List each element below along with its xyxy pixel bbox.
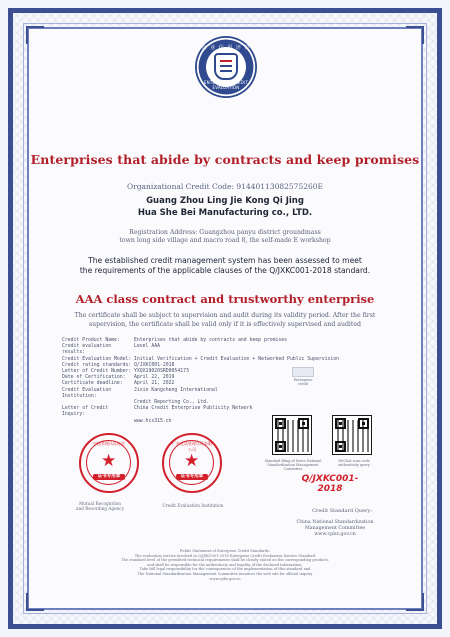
detail-key: Letter of Credit Inquiry:: [62, 406, 109, 418]
qr-code-icon[interactable]: [272, 415, 312, 455]
statement-line: the requirements of the applicable clauses of the Q/JXKC001-2018 standard.: [79, 266, 371, 275]
footer-line: The National Standardization Management Committee monitors the web site for official inquiry: [137, 571, 313, 576]
corner-ornament: [406, 26, 424, 44]
detail-key: Certificate deadline:: [62, 381, 123, 387]
qr-caption-line: authenticity query: [338, 463, 370, 467]
committee-line: China National Standardization: [296, 520, 374, 525]
standard-code: [280, 474, 380, 494]
footer-line: Public Statement of Enterprise Credit Standards:: [179, 549, 271, 553]
standard-code-line: 2018: [317, 484, 343, 494]
detail-value: Initial Verification + Credit Evaluation + Networked Public Supervision: [134, 356, 340, 362]
grade-heading: AAA class contract and trustworthy enterprise: [75, 292, 375, 306]
detail-key: Letter of Credit Number:: [62, 369, 132, 375]
address-line: Registration Address: Guangzhou panyu district groundmass: [129, 229, 321, 236]
committee-info: [270, 520, 400, 538]
certificate-title: Enterprises that abide by contracts and keep promises: [30, 152, 420, 167]
supervision-line: The certificate shall be subject to supervision and audit during its validity period. After the first: [74, 312, 376, 319]
badge-icon: [292, 367, 314, 377]
footer-line: The standard level of the permitted technical requirements shall be clearly stated on the corresponding products: [121, 558, 329, 563]
detail-key: Credit evaluation results:: [62, 344, 112, 356]
detail-value: Q/JXKC001-2018: [134, 362, 175, 368]
qr-caption-line: Standardization Management Committee: [267, 463, 319, 471]
committee-line: Management Committee: [304, 526, 366, 531]
address-line: town long side village and macro road 8, the self-made E workshop: [119, 237, 331, 244]
detail-value: Enterprises that abide by contracts and keep promises: [134, 338, 288, 343]
footer-line: and shall be responsible for the authenticity and legality of the declared information.: [147, 562, 303, 567]
red-seal-stamp: [79, 433, 139, 493]
detail-key: Credit Product Name:: [62, 338, 120, 343]
detail-row: [62, 406, 302, 418]
seal-caption: [65, 501, 135, 511]
detail-value: Credit Reporting Co., Ltd.: [134, 400, 210, 406]
detail-value: April 21, 2022: [134, 381, 175, 387]
detail-value: China Credit Enterprise Publicity Network: [134, 406, 253, 412]
footer-url[interactable]: www.cpbz.gov.cn: [209, 576, 241, 581]
detail-key: Credit Evaluation Institution:: [62, 387, 112, 399]
detail-key: Credit Evaluation Model:: [62, 356, 132, 362]
seal-caption: [158, 503, 228, 508]
emblem-ring-top: 企 业 信 用 评 价: [201, 45, 251, 51]
qr-caption-line: Standard filing of Swiss National: [264, 459, 322, 463]
statement-line: The established credit management system has been assessed to meet: [88, 256, 362, 265]
detail-value: www.hcx315.cn: [134, 418, 172, 424]
registration-address: [40, 229, 410, 245]
star-icon: ★: [184, 451, 200, 471]
seal-arc-text: 广东优质管理认证有限公司: [172, 441, 212, 452]
qr-caption: [262, 459, 324, 471]
seal-arc-text: 中国管理认证协会: [93, 441, 125, 446]
public-statement-footer: [75, 549, 375, 581]
supervision-note: [58, 311, 392, 329]
detail-row: [62, 344, 302, 356]
detail-value: YXQX19020SRD0054173: [134, 369, 189, 375]
seal-caption-line: Mutual Recognition: [79, 501, 121, 506]
star-icon: ★: [101, 451, 117, 471]
red-seal-stamp: [162, 433, 222, 493]
badge-label: Enterprise credit: [293, 378, 313, 386]
seal-caption-line: and Recording Agency: [75, 506, 125, 511]
assessment-statement: [40, 256, 410, 276]
detail-row: [62, 419, 302, 425]
detail-row: [62, 388, 302, 400]
qr-caption-line: WeChat scan code: [338, 459, 370, 463]
credit-evaluation-emblem-icon: [195, 36, 257, 98]
credit-badge: [290, 367, 316, 386]
detail-key: Credit rating standards:: [62, 362, 132, 368]
qr-code-icon[interactable]: [332, 415, 372, 455]
seal-caption-line: Credit Evaluation Institution: [162, 503, 224, 508]
footer-line: Take full legal responsibility for the consequences of the implementation of this standard and: [139, 567, 311, 572]
corner-ornament: [26, 26, 44, 44]
qr-caption: [326, 459, 382, 467]
organizational-credit-code: Organizational Credit Code: 91440113082575260E: [126, 182, 324, 191]
committee-url[interactable]: www.cpbz.gov.cn: [314, 532, 356, 537]
detail-value: April 22, 2019: [134, 375, 175, 381]
corner-ornament: [26, 593, 44, 611]
shield-icon: [214, 53, 238, 80]
detail-value: Jixin Kangcheng International: [134, 387, 218, 393]
seal-band-text: 证书专用章: [176, 474, 208, 480]
detail-key: Date of Certification:: [62, 375, 126, 381]
standard-code-line: Q/JXKC001-: [301, 474, 359, 484]
detail-key: [62, 419, 134, 425]
company-name: [24, 195, 426, 219]
detail-value: Level AAA: [134, 344, 160, 350]
company-name-line: Guang Zhou Ling Jie Kong Qi Jing: [146, 196, 304, 206]
supervision-line: supervision, the certificate shall be valid only if it is effectively supervised and audited: [89, 321, 361, 328]
company-name-line: Hua She Bei Manufacturing co., LTD.: [137, 208, 313, 218]
footer-line: The evaluation service involved in Q/JXKC001-2018 Enterprise Credit Evaluation Service Standard: [134, 553, 316, 558]
standard-query-label: Credit Standard Query:: [312, 508, 372, 514]
seal-band-text: 证书专用章: [93, 474, 125, 480]
corner-ornament: [406, 593, 424, 611]
emblem-ring-bottom: ENTERPRISE CREDIT EVALUATION: [203, 80, 249, 90]
